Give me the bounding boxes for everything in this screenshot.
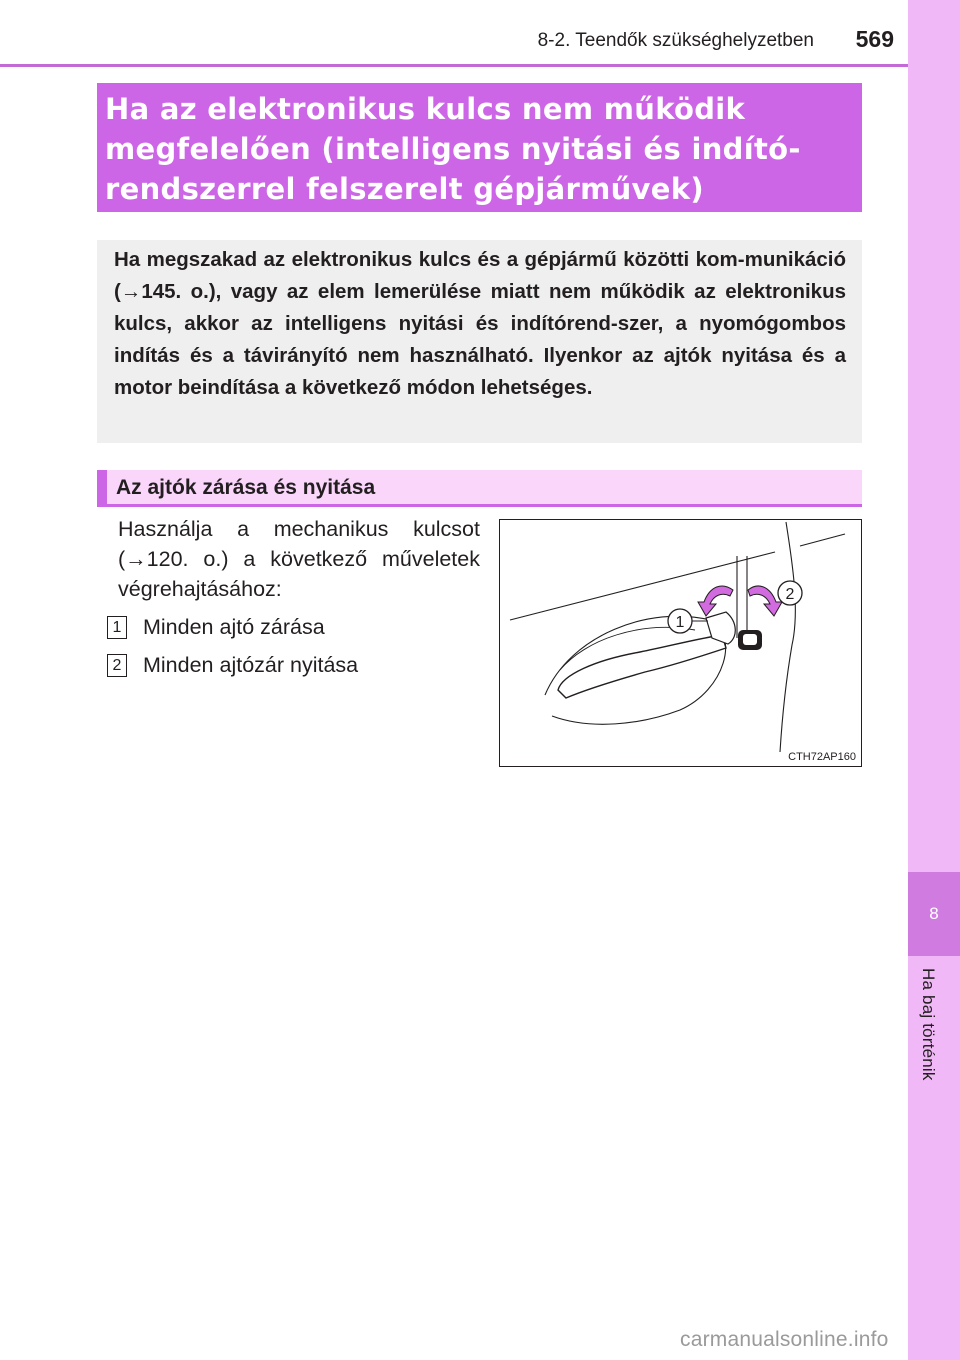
door-edge-line	[780, 522, 795, 752]
title-line-1: Ha az elektronikus kulcs nem működik	[105, 92, 746, 126]
list-item	[107, 653, 358, 678]
page-number: 569	[855, 26, 894, 52]
lock-arrow-icon	[698, 586, 733, 616]
side-tab	[908, 0, 960, 1360]
intro-text: Ha megszakad az elektronikus kulcs és a gépjármű közötti kom-munikáció (→145. o.), vagy az elem lemerülése miatt nem működik az elektronikus kulcs, akkor az intelligens nyitási és indítórend-szer, a nyomógombos indítás és a távirányító nem használható. Ilyenkor az ajtók nyitása és a motor beindítása a következő módon lehetséges.	[114, 248, 846, 399]
callout-1	[668, 609, 708, 633]
header-rule	[0, 64, 908, 67]
chapter-label: Ha baj történik	[919, 968, 938, 1081]
door-handle-figure	[499, 519, 862, 767]
title-line-3: rendszerrel felszerelt gépjárművek)	[105, 172, 704, 206]
step-text: Minden ajtózár nyitása	[143, 653, 359, 677]
door-handle	[558, 635, 726, 698]
title-box	[97, 83, 862, 212]
svg-text:1: 1	[675, 614, 685, 631]
list-item	[107, 615, 325, 640]
step-number-box: 2	[107, 654, 127, 677]
door-crease-line	[510, 552, 775, 620]
door-handle-illustration	[500, 520, 860, 765]
title-line-2: megfelelően (intelligens nyitási és indító-	[105, 132, 801, 166]
door-crease-line	[800, 534, 845, 546]
chapter-tab[interactable]: 8	[908, 872, 960, 956]
step-number-box: 1	[107, 616, 127, 639]
svg-text:2: 2	[785, 586, 795, 603]
figure-code: CTH72AP160	[788, 751, 856, 763]
section-header: 8-2. Teendők szükséghelyzetben	[537, 30, 814, 51]
body-text: Használja a mechanikus kulcsot (→120. o.) a következő műveletek végrehajtásához:	[118, 517, 480, 601]
intro-box	[97, 240, 862, 443]
callout-2	[778, 581, 802, 605]
mechanical-key-icon	[737, 556, 762, 650]
sub-heading: Az ajtók zárása és nyitása	[97, 470, 862, 507]
unlock-arrow-icon	[748, 586, 782, 616]
step-text: Minden ajtó zárása	[143, 615, 325, 639]
watermark[interactable]: carmanualsonline.info	[680, 1328, 889, 1351]
